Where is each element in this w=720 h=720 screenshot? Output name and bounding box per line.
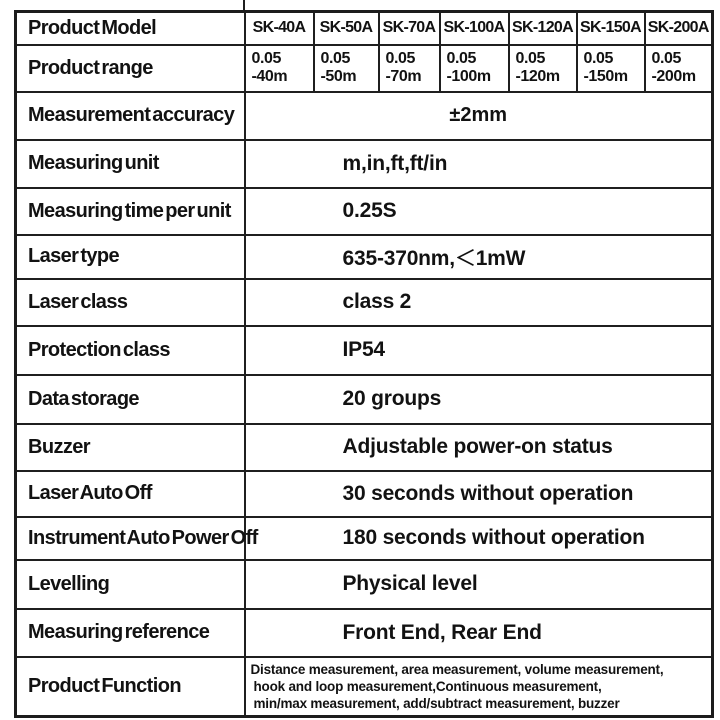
range-value: [440, 45, 509, 92]
range-min: 0.05: [251, 49, 282, 67]
row-label-laser-class: Laser class: [16, 279, 245, 326]
spec-row: [16, 560, 713, 609]
spec-value: 180 seconds without operation: [245, 517, 713, 560]
function-line: min/max measurement, add/subtract measurement, buzzer: [253, 695, 620, 711]
function-line: hook and loop measurement,Continuous measurement,: [253, 678, 602, 694]
range-value: [379, 45, 440, 92]
spec-value: m,in,ft,ft/in: [245, 140, 713, 188]
model-name: SK-40A: [245, 12, 314, 45]
header-row: [16, 12, 713, 45]
spec-value: Adjustable power-on status: [245, 424, 713, 471]
row-label-measuring-time: Measuring time per unit: [16, 188, 245, 235]
spec-value: class 2: [245, 279, 713, 326]
row-label-levelling: Levelling: [16, 560, 245, 609]
range-value: [245, 45, 314, 92]
range-min: 0.05: [320, 49, 351, 67]
range-min: 0.05: [515, 49, 546, 67]
range-max: -70m: [385, 68, 422, 85]
function-line: Distance measurement, area measurement, volume measurement,: [250, 661, 664, 677]
row-label-measuring-unit: Measuring unit: [16, 140, 245, 188]
spec-value: 20 groups: [245, 375, 713, 424]
range-min: 0.05: [583, 49, 614, 67]
row-label-protection-class: Protection class: [16, 326, 245, 375]
spec-value: 30 seconds without operation: [245, 471, 713, 517]
range-max: -50m: [320, 68, 357, 85]
spec-row: [16, 140, 713, 188]
spec-value: 635-370nm,＜1mW: [245, 235, 713, 279]
spec-value: ±2mm: [245, 92, 713, 140]
range-max: -200m: [651, 68, 696, 85]
range-min: 0.05: [385, 49, 416, 67]
spec-row: [16, 326, 713, 375]
range-row: [16, 45, 713, 92]
row-label-product-range: Product range: [16, 45, 245, 92]
spec-value: Front End, Rear End: [245, 609, 713, 657]
spec-row: [16, 517, 713, 560]
model-name: SK-100A: [440, 12, 509, 45]
range-value: [577, 45, 645, 92]
range-max: -40m: [251, 68, 288, 85]
model-name: SK-70A: [379, 12, 440, 45]
range-min: 0.05: [446, 49, 477, 67]
spec-row: [16, 279, 713, 326]
range-max: -150m: [583, 68, 628, 85]
model-name: SK-50A: [314, 12, 379, 45]
spec-row: [16, 375, 713, 424]
row-label-buzzer: Buzzer: [16, 424, 245, 471]
row-label-measurement-accuracy: Measurement accuracy: [16, 92, 245, 140]
row-label-instrument-auto-power-off: Instrument Auto Power Off: [16, 517, 245, 560]
range-max: -120m: [515, 68, 560, 85]
row-label-laser-type: Laser type: [16, 235, 245, 279]
model-name: SK-150A: [577, 12, 645, 45]
row-label-data-storage: Data storage: [16, 375, 245, 424]
spec-value: 0.25S: [245, 188, 713, 235]
spec-row: [16, 609, 713, 657]
spec-row: [16, 235, 713, 279]
product-spec-table: [14, 10, 714, 718]
spec-value: Physical level: [245, 560, 713, 609]
row-label-product-function: Product Function: [16, 657, 245, 717]
row-label-laser-auto-off: Laser Auto Off: [16, 471, 245, 517]
spec-row: [16, 92, 713, 140]
row-label-measuring-reference: Measuring reference: [16, 609, 245, 657]
range-max: -100m: [446, 68, 491, 85]
model-name: SK-200A: [645, 12, 713, 45]
range-value: [314, 45, 379, 92]
model-name: SK-120A: [509, 12, 577, 45]
function-row: [16, 657, 713, 717]
range-value: [645, 45, 713, 92]
range-min: 0.05: [651, 49, 682, 67]
function-value: [245, 657, 713, 717]
row-label-product-model: Product Model: [16, 12, 245, 45]
range-value: [509, 45, 577, 92]
spec-row: [16, 424, 713, 471]
spec-value: IP54: [245, 326, 713, 375]
spec-row: [16, 471, 713, 517]
spec-row: [16, 188, 713, 235]
